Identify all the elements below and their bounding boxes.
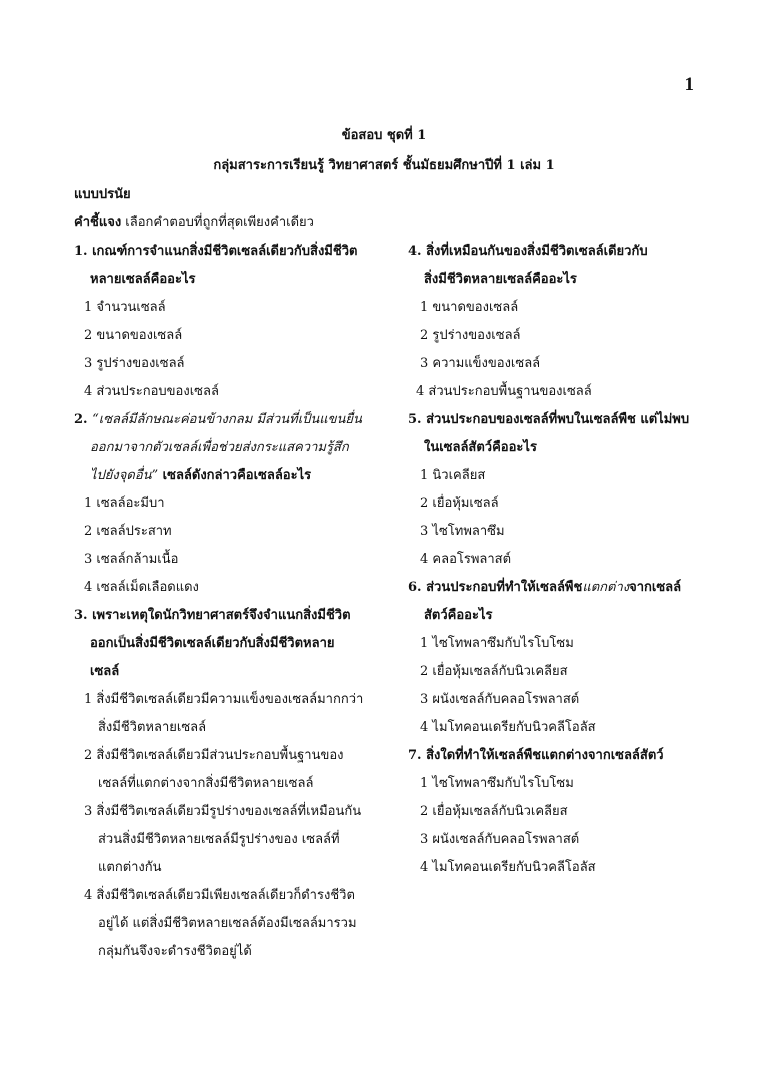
- question-3-option-3-line-1: 3 สิ่งมีชีวิตเซลล์เดียวมีรูปร่างของเซลล์ที่เหมือนกัน: [84, 804, 362, 819]
- question-5-line-2: ในเซลล์สัตว์คืออะไร: [424, 440, 537, 455]
- question-3-option-2-line-1: 2 สิ่งมีชีวิตเซลล์เดียวมีส่วนประกอบพื้นฐานของ: [84, 748, 344, 763]
- question-5-option-2: 2 เยื่อหุ้มเซลล์: [420, 496, 499, 511]
- question-2-line-3: ไปยังจุดอื่น” เซลล์ดังกล่าวคือเซลล์อะไร: [90, 468, 312, 483]
- question-2-option-4: 4 เซลล์เม็ดเลือดแดง: [84, 580, 199, 595]
- question-4-line-2: สิ่งมีชีวิตหลายเซลล์คืออะไร: [424, 272, 577, 287]
- question-2-option-2: 2 เซลล์ประสาท: [84, 524, 172, 539]
- question-2-line-2: ออกมาจากตัวเซลล์เพื่อช่วยส่งกระแสความรู้สึก: [90, 440, 349, 455]
- exam-subtitle: กลุ่มสาระการเรียนรู้ วิทยาศาสตร์ ชั้นมัธยมศึกษาปีที่ 1 เล่ม 1: [213, 158, 555, 173]
- right-column: [408, 238, 708, 882]
- section-type: แบบปรนัย: [74, 187, 131, 202]
- question-3-line-1: 3. เพราะเหตุใดนักวิทยาศาสตร์จึงจำแนกสิ่งมีชีวิต: [74, 608, 351, 623]
- question-4-option-1: 1 ขนาดของเซลล์: [420, 300, 519, 315]
- question-3-option-3-line-2: ส่วนสิ่งมีชีวิตหลายเซลล์มีรูปร่างของ เซลล์ที่: [98, 832, 340, 847]
- question-2-option-1: 1 เซลล์อะมีบา: [84, 496, 165, 511]
- question-5-option-3: 3 ไซโทพลาซึม: [420, 524, 505, 539]
- question-1-option-1: 1 จำนวนเซลล์: [84, 300, 166, 315]
- question-6-option-1: 1 ไซโทพลาซึมกับไรโบโซม: [420, 636, 574, 651]
- question-7-option-3: 3 ผนังเซลล์กับคลอโรพลาสต์: [420, 832, 580, 847]
- question-3-line-2: ออกเป็นสิ่งมีชีวิตเซลล์เดียวกับสิ่งมีชีวิตหลาย: [90, 636, 335, 651]
- question-4-line-1: 4. สิ่งที่เหมือนกันของสิ่งมีชีวิตเซลล์เดียวกับ: [408, 244, 648, 259]
- question-3-option-1-line-1: 1 สิ่งมีชีวิตเซลล์เดียวมีความแข็งของเซลล์มากกว่า: [84, 692, 364, 707]
- page-number: 1: [684, 74, 694, 95]
- question-3-option-1-line-2: สิ่งมีชีวิตหลายเซลล์: [98, 720, 207, 735]
- question-7-option-1: 1 ไซโทพลาซึมกับไรโบโซม: [420, 776, 574, 791]
- question-5-option-1: 1 นิวเคลียส: [420, 468, 486, 483]
- question-1-option-2: 2 ขนาดของเซลล์: [84, 328, 183, 343]
- question-3-option-4-line-3: กลุ่มกันจึงจะดำรงชีวิตอยู่ได้: [98, 944, 252, 959]
- question-6-line-1: 6. ส่วนประกอบที่ทำให้เซลล์พืชแตกต่างจากเซลล์: [408, 580, 682, 595]
- question-6-line-2: สัตว์คืออะไร: [424, 608, 493, 623]
- question-3-option-2-line-2: เซลล์ที่แตกต่างจากสิ่งมีชีวิตหลายเซลล์: [98, 776, 314, 791]
- question-6-option-3: 3 ผนังเซลล์กับคลอโรพลาสต์: [420, 692, 580, 707]
- question-1-option-4: 4 ส่วนประกอบของเซลล์: [84, 384, 219, 399]
- question-1-line-2: หลายเซลล์คืออะไร: [90, 272, 196, 287]
- question-5-line-1: 5. ส่วนประกอบของเซลล์ที่พบในเซลล์พืช แต่ไม่พบ: [408, 412, 690, 427]
- left-column: [74, 238, 394, 966]
- question-4-option-3: 3 ความแข็งของเซลล์: [420, 356, 541, 371]
- question-6-option-2: 2 เยื่อหุ้มเซลล์กับนิวเคลียส: [420, 664, 568, 679]
- instructions: [74, 211, 314, 232]
- question-4-option-2: 2 รูปร่างของเซลล์: [420, 328, 521, 343]
- instructions-label: คำชี้แจง: [74, 215, 122, 230]
- question-5-option-4: 4 คลอโรพลาสต์: [420, 552, 512, 567]
- question-3-option-3-line-3: แตกต่างกัน: [98, 860, 162, 875]
- question-1-line-1: 1. เกณฑ์การจำแนกสิ่งมีชีวิตเซลล์เดียวกับสิ่งมีชีวิต: [74, 244, 358, 259]
- question-2-option-3: 3 เซลล์กล้ามเนื้อ: [84, 552, 179, 567]
- question-1-option-3: 3 รูปร่างของเซลล์: [84, 356, 185, 371]
- question-7-line-1: 7. สิ่งใดที่ทำให้เซลล์พืชแตกต่างจากเซลล์สัตว์: [408, 748, 664, 763]
- question-4-option-4: 4 ส่วนประกอบพื้นฐานของเซลล์: [416, 384, 592, 399]
- question-2-line-1: 2. “เซลล์มีลักษณะค่อนข้างกลม มีส่วนที่เป็นแขนยื่น: [74, 412, 362, 427]
- question-7-option-2: 2 เยื่อหุ้มเซลล์กับนิวเคลียส: [420, 804, 568, 819]
- question-3-option-4-line-2: อยู่ได้ แต่สิ่งมีชีวิตหลายเซลล์ต้องมีเซลล์มารวม: [98, 916, 357, 931]
- question-3-option-4-line-1: 4 สิ่งมีชีวิตเซลล์เดียวมีเพียงเซลล์เดียวก็ดำรงชีวิต: [84, 888, 355, 903]
- instructions-text: เลือกคำตอบที่ถูกที่สุดเพียงคำเดียว: [121, 215, 314, 230]
- question-6-option-4: 4 ไมโทคอนเดรียกับนิวคลีโอลัส: [420, 720, 596, 735]
- exam-title: ข้อสอบ ชุดที่ 1: [341, 128, 427, 143]
- question-3-line-3: เซลล์: [90, 664, 120, 679]
- question-7-option-4: 4 ไมโทคอนเดรียกับนิวคลีโอลัส: [420, 860, 596, 875]
